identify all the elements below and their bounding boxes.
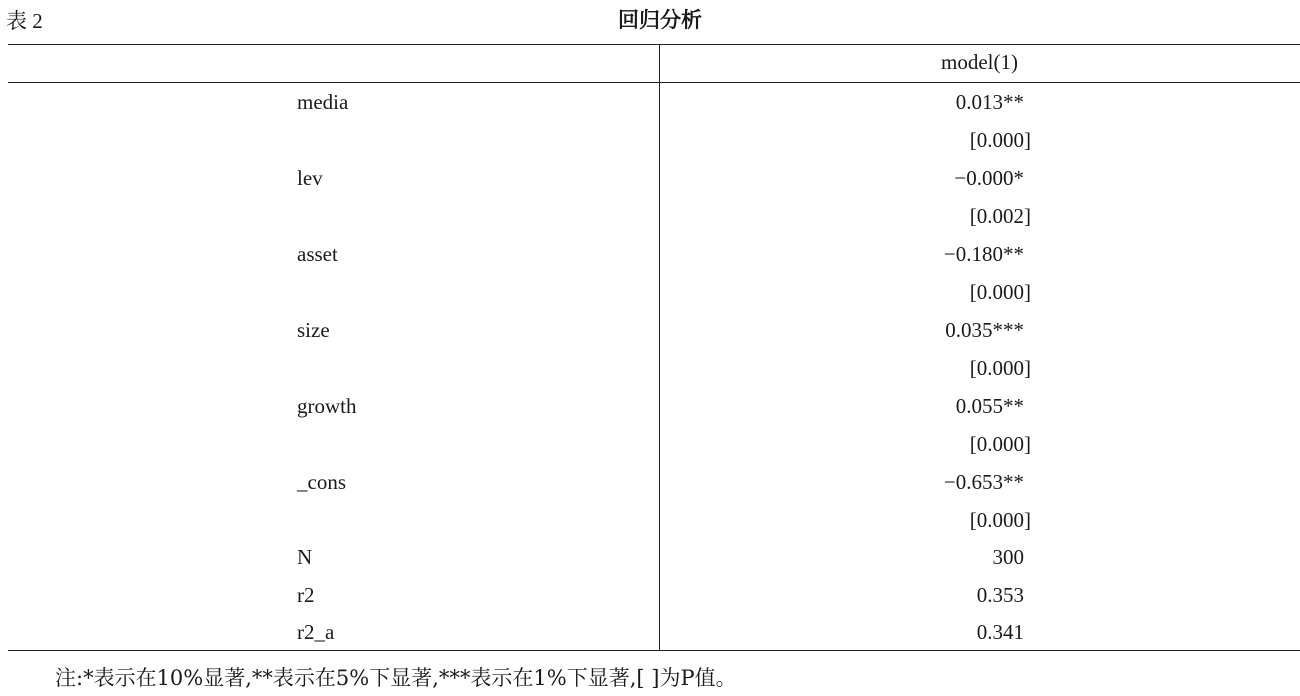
p-value: [0.000]: [969, 432, 1031, 456]
table-footnote: 注:*表示在10%显著,**表示在5%下显著,***表示在1%下显著,[ ]为P值。: [55, 666, 737, 690]
table-row: [0, 159, 1300, 197]
coefficient: 0.035***: [945, 318, 1024, 342]
table-row: [0, 387, 1300, 425]
table-row: [0, 197, 1300, 235]
coefficient: −0.653**: [943, 470, 1024, 494]
p-value: [0.000]: [969, 128, 1031, 152]
table-row: [0, 576, 1300, 614]
top-rule: [8, 44, 1300, 45]
column-header: model(1): [941, 50, 1018, 74]
table-row: [0, 121, 1300, 159]
coefficient: 0.013**: [955, 90, 1024, 114]
table-row: [0, 425, 1300, 463]
variable-name: lev: [297, 166, 323, 190]
coefficient: −0.180**: [943, 242, 1024, 266]
p-value: [0.000]: [969, 280, 1031, 304]
stat-value: 300: [992, 545, 1024, 569]
stat-name: N: [297, 545, 313, 569]
coefficient: −0.000*: [954, 166, 1024, 190]
variable-name: media: [297, 90, 349, 114]
table-row: [0, 235, 1300, 273]
coefficient: 0.055**: [955, 394, 1024, 418]
stat-name: r2: [297, 583, 315, 607]
stat-value: 0.353: [976, 583, 1024, 607]
variable-name: asset: [297, 242, 338, 266]
p-value: [0.002]: [969, 204, 1031, 228]
table-row: [0, 538, 1300, 576]
p-value: [0.000]: [969, 356, 1031, 380]
variable-name: _cons: [297, 470, 346, 494]
table-label: 表 2: [6, 9, 43, 33]
p-value: [0.000]: [969, 508, 1031, 532]
table-row: [0, 613, 1300, 651]
table-row: [0, 83, 1300, 121]
table-row: [0, 311, 1300, 349]
table-row: [0, 349, 1300, 387]
variable-name: growth: [297, 394, 357, 418]
stat-value: 0.341: [976, 620, 1024, 644]
table-row: [0, 463, 1300, 501]
variable-name: size: [297, 318, 330, 342]
table-title: 回归分析: [618, 8, 702, 32]
table-row: [0, 273, 1300, 311]
table-row: [0, 501, 1300, 539]
stat-name: r2_a: [297, 620, 335, 644]
